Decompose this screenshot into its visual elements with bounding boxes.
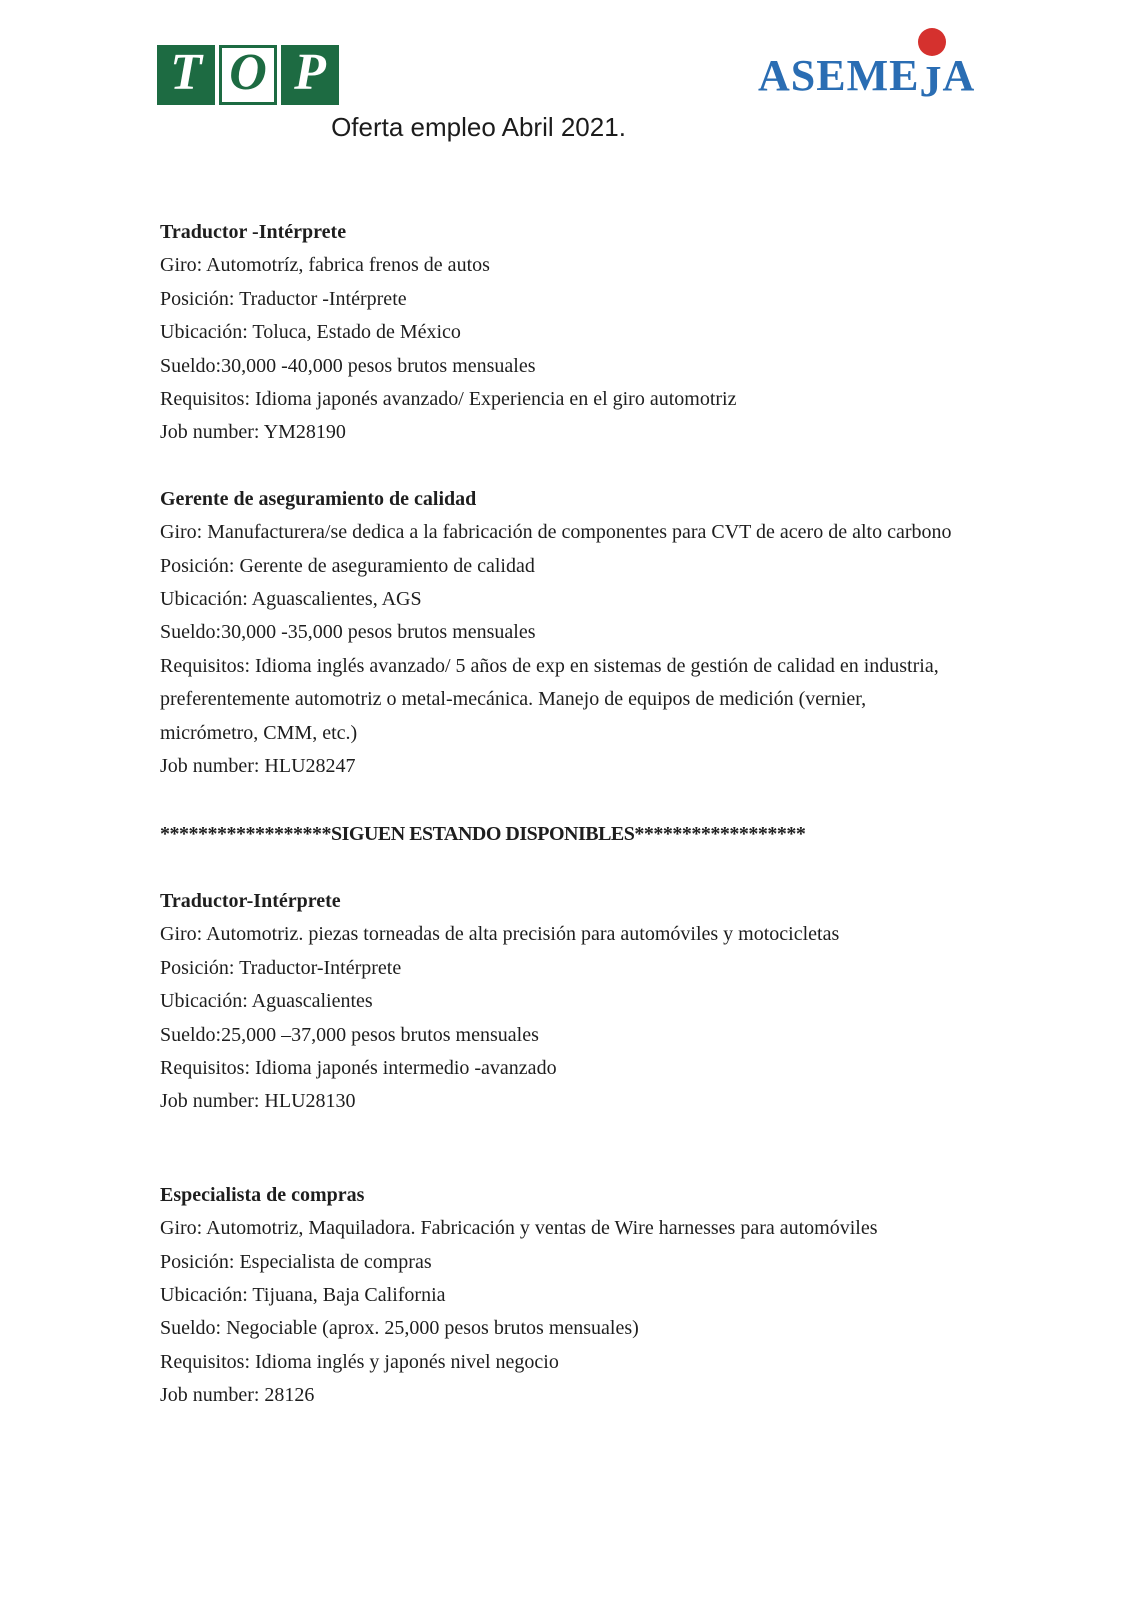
top-logo (157, 45, 339, 105)
job-line-giro: Giro: Automotríz, fabrica frenos de autos (160, 254, 490, 277)
job-line-posicion: Posición: Especialista de compras (160, 1250, 432, 1273)
job-line-giro: Giro: Automotriz, Maquiladora. Fabricación y ventas de Wire harnesses para automóviles (160, 1217, 878, 1240)
top-logo-tile-p (281, 45, 339, 105)
job-line-posicion: Posición: Traductor-Intérprete (160, 956, 402, 979)
job-line-ubicacion: Ubicación: Tijuana, Baja California (160, 1283, 446, 1306)
job-line-ubicacion: Ubicación: Aguascalientes (160, 990, 373, 1013)
asemeja-logo-text (758, 51, 976, 106)
page-title: Oferta empleo Abril 2021. (331, 112, 626, 142)
job-line-job-number: Job number: YM28190 (160, 421, 346, 444)
top-logo-tile-o (219, 45, 277, 105)
job-line-job-number: Job number: HLU28247 (160, 755, 356, 778)
job-line-requisitos: Requisitos: Idioma japonés avanzado/ Experiencia en el giro automotriz (160, 388, 737, 411)
top-logo-letter-o: O (229, 44, 267, 101)
job-line-requisitos: Requisitos: Idioma japonés intermedio -avanzado (160, 1056, 557, 1079)
asemeja-logo (746, 28, 986, 118)
job-posting-traductor-interprete-toluca (160, 216, 965, 450)
job-line-sueldo: Sueldo:30,000 -35,000 pesos brutos mensuales (160, 621, 536, 644)
job-line-job-number: Job number: 28126 (160, 1384, 315, 1407)
job-line-requisitos: Requisitos: Idioma inglés avanzado/ 5 años de exp en sistemas de gestión de calidad en industria, preferentemente automotriz o metal-mecánica. Manejo de equipos de medición (vernier, micrómetro, CMM, etc.) (160, 654, 939, 744)
job-title: Especialista de compras (160, 1183, 365, 1206)
job-line-posicion: Posición: Gerente de aseguramiento de calidad (160, 554, 535, 577)
job-line-sueldo: Sueldo: Negociable (aprox. 25,000 pesos brutos mensuales) (160, 1317, 639, 1340)
job-line-ubicacion: Ubicación: Aguascalientes, AGS (160, 588, 422, 611)
job-line-sueldo: Sueldo:30,000 -40,000 pesos brutos mensuales (160, 354, 536, 377)
job-title: Traductor -Intérprete (160, 221, 347, 243)
job-posting-traductor-interprete-aguascalientes (160, 885, 965, 1119)
asemeja-text-j: J (919, 57, 943, 106)
top-logo-letter-t: T (170, 44, 202, 101)
job-listings (160, 216, 965, 1413)
job-line-giro: Giro: Automotriz. piezas torneadas de alta precisión para automóviles y motocicletas (160, 923, 840, 946)
job-line-sueldo: Sueldo:25,000 –37,000 pesos brutos mensuales (160, 1023, 539, 1046)
job-line-ubicacion: Ubicación: Toluca, Estado de México (160, 321, 461, 344)
top-logo-tile-t (157, 45, 215, 105)
asemeja-text-part1: ASEME (758, 51, 920, 100)
available-jobs-separator: ******************SIGUEN ESTANDO DISPONIBLES****************** (160, 822, 806, 845)
job-line-giro: Giro: Manufacturera/se dedica a la fabricación de componentes para CVT de acero de alto carbono (160, 521, 952, 544)
job-posting-especialista-de-compras (160, 1179, 965, 1413)
job-title: Gerente de aseguramiento de calidad (160, 487, 477, 510)
asemeja-text-part2: A (942, 51, 976, 100)
job-line-posicion: Posición: Traductor -Intérprete (160, 287, 407, 310)
job-posting-gerente-aseguramiento-calidad (160, 483, 965, 784)
job-line-job-number: Job number: HLU28130 (160, 1090, 356, 1113)
job-line-requisitos: Requisitos: Idioma inglés y japonés nivel negocio (160, 1350, 559, 1373)
top-logo-letter-p: P (294, 44, 326, 101)
job-title: Traductor-Intérprete (160, 889, 341, 912)
